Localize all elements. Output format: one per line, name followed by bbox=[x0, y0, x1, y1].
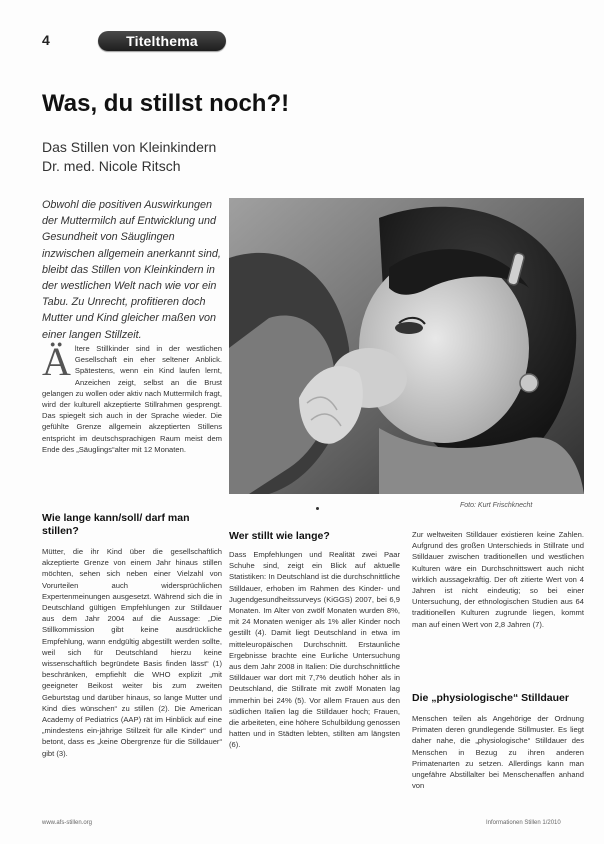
col1-text: Mütter, die ihr Kind über die gesellschaftlich akzeptierte Grenze von einem Jahr hinaus stillen möchten, sehen sich neben einer Vielzahl von Vorurteilen auch widersprüchlichen Expertenmeinungen ausgesetzt. Während sich die in Deutschland gültigen Empfehlungen zur Stilldauer aus dem Jahr 2004 auf die Aussage: „Die Stillkommission gibt keine ausdrückliche Empfehlung, wann endgültig abgestillt werden sollte, weil sich für Deutschland hierzu keine wissenschaftlich begründete Basis finden lässt“ (1) beschränken, empfiehlt die WHO explizit „mit geeigneter Beikost weiter bis zum zweiten Geburtstag und darüber hinaus, so lange Mutter und Kind dies wünschen“ zu stillen (2). Die American Academy of Pediatrics (AAP) rät im Hinblick auf eine „mindestens ein-jährige Stillzeit für alle Kinder“ und betont, dass es „keine Obergrenze für die Stilldauer“ gibt (3). bbox=[42, 547, 222, 758]
separator-dot bbox=[316, 507, 319, 510]
lead-paragraph bbox=[42, 339, 222, 455]
dropcap-letter: Ä bbox=[42, 339, 71, 384]
page-number: 4 bbox=[42, 32, 50, 48]
col3-heading: Die „physiologische“ Stilldauer bbox=[412, 692, 569, 704]
photo-caption: Foto: Kurt Frischknecht bbox=[460, 502, 533, 509]
col2-heading: Wer stillt wie lange? bbox=[229, 530, 330, 542]
lead-text: ltere Stillkinder sind in der westlichen Gesellschaft ein eher seltener Anblick. Spätestens, wenn ein Kind laufen lernt, Anzeichen zeigt, selbst an die Brust gelangen zu wollen oder aktiv nach Muttermilch fragt, wird der kulturell akzeptierte Stillrahmen gesprengt. Das spiegelt sich auch in der Sprache wieder. Die gefühlte Grenze allgemein akzeptierten Stillens entspricht im deutschsprachigen Raum meist dem Ende des „Säuglings“alter mit 12 Monaten. bbox=[42, 344, 222, 454]
col3-text2: Menschen teilen als Angehörige der Ordnung Primaten deren grundlegende Stillmuster. Es liegt daher nahe, die „physiologische“ Stilldauer des Menschen in Bezug zu ihren anderen Primatenarten zu setzen. Allerdings kann man ungefähre Abstillalter bei Menschenaffen anhand von bbox=[412, 714, 584, 791]
article-photo bbox=[229, 198, 584, 494]
col3-text: Zur weltweiten Stilldauer existieren keine Zahlen. Aufgrund des großen Unterschieds in Stillrate und Stilldauer zwischen traditionellen und westlichen Kulturen wäre ein Durchschnittswert auch nicht wirklich aussagekräftig. Der oft zitierte Wert von 4 Jahren ist nicht eindeutig; so bei einer Untersuchung, der ethnologischen Studien aus 64 traditionellen Kulturen zugrunde liegen, kommt man auf einen Wert von 2,8 Jahren (7). bbox=[412, 530, 584, 629]
footer-right: Informationen Stillen 1/2010 bbox=[486, 820, 561, 826]
intro-paragraph: Obwohl die positiven Auswirkungen der Muttermilch auf Entwicklung und Gesundheit von Säuglingen inzwischen allgemein anerkannt sind, bleibt das Stillen von Kleinkindern in der westlichen Welt nach wie vor ein Tabu. Zu Unrecht, profitieren doch Mutter und Kind gleicher maßen von einer langen Stillzeit. bbox=[42, 199, 221, 341]
section-tab: Titelthema bbox=[98, 31, 226, 51]
footer-left: www.afs-stillen.org bbox=[42, 820, 93, 826]
article-title: Was, du stillst noch?! bbox=[42, 90, 290, 117]
article-author: Dr. med. Nicole Ritsch bbox=[42, 158, 181, 174]
photo-image bbox=[229, 198, 584, 494]
article-subtitle: Das Stillen von Kleinkindern bbox=[42, 139, 217, 155]
col2-text: Dass Empfehlungen und Realität zwei Paar Schuhe sind, zeigt ein Blick auf aktuelle Statistiken: In Deutschland ist die durchschnittliche Stilldauer, erhoben im Rahmen des Kinder- und Jugendgesundheitssurveys (KiGGS) 2007, bei 6,9 Monaten. Im Alter von zwölf Monaten wurden 8%, mit 24 Monaten weniger als 1% aller Kinder noch gestillt (4). Damit liegt Deutschland in etwa im mitteleuropäischen Durchschnitt. Erstaunliche Ergebnisse brachte eine Eurliche Untersuchung aus dem Jahr 2008 in Italien: Die durchschnittliche Stilldauer war dort mit 7,7% deutlich höher als in Deutschland, die Stillrate mit zwölf Monaten lag immerhin bei 24% (5). Vor allem Frauen aus den südlichen Italien lag die Stilldauer hoch; Frauen, die arbeiteten, eine höhere Schulbildung genossen hatten und in Städten lebten, stillten am längsten (6). bbox=[229, 550, 400, 750]
col1-heading: Wie lange kann/soll/ darf man stillen? bbox=[42, 512, 190, 537]
